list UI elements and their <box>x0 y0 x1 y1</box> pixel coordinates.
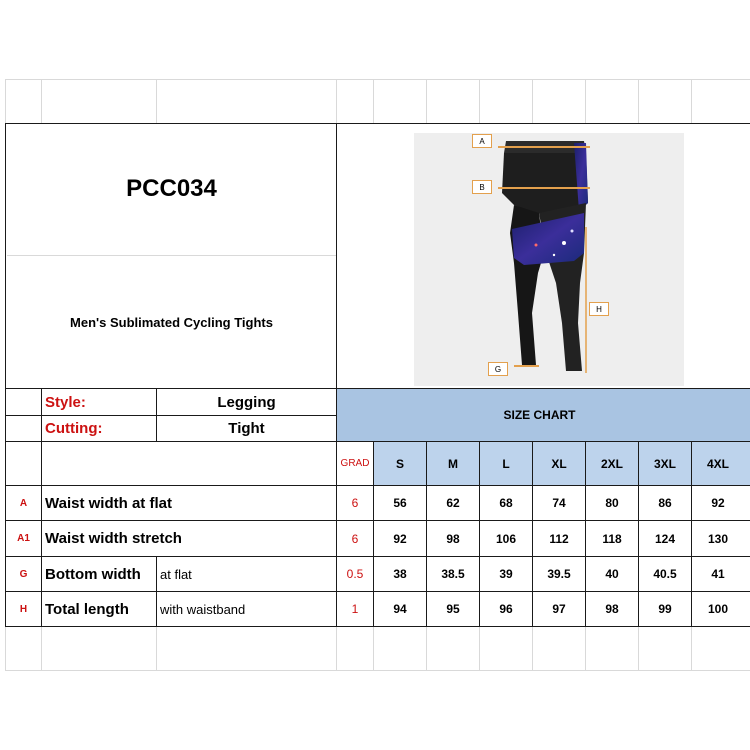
cell-value: 130 <box>707 531 729 546</box>
cell-value: 41 <box>711 567 725 581</box>
cell-value: 40.5 <box>653 567 677 581</box>
row-code: A <box>19 497 28 509</box>
measure-label-a: A <box>472 134 492 148</box>
size-header-2xl: 2XL <box>600 456 623 471</box>
cell-value: 106 <box>495 531 517 546</box>
size-header-s: S <box>395 456 404 471</box>
cell-value: 39 <box>499 567 513 581</box>
size-header-l: L <box>502 456 510 471</box>
cell-value: 68 <box>499 496 513 510</box>
cell-value: 74 <box>552 496 566 510</box>
style-label: Style: <box>45 393 86 411</box>
grad-header: GRAD <box>340 458 370 469</box>
product-image <box>414 133 684 386</box>
cell-value: 118 <box>602 531 622 546</box>
cell-value: 56 <box>393 496 407 510</box>
row-grad: 6 <box>351 531 359 546</box>
measure-label-b: B <box>472 180 492 194</box>
row-grad: 1 <box>351 602 359 616</box>
cell-value: 86 <box>658 496 672 510</box>
row-grad: 0.5 <box>346 567 364 581</box>
measure-label-h: H <box>589 302 609 316</box>
cell-value: 96 <box>499 602 513 616</box>
cell-value: 112 <box>549 531 569 546</box>
row-grad: 6 <box>351 496 359 510</box>
row-note: with waistband <box>160 601 246 617</box>
cell-value: 97 <box>552 602 566 616</box>
cell-value: 124 <box>654 531 676 546</box>
size-chart-title: SIZE CHART <box>503 408 576 422</box>
cell-value: 62 <box>446 496 460 510</box>
cell-value: 100 <box>707 602 729 616</box>
row-name: Total length <box>45 600 129 618</box>
cell-value: 98 <box>605 602 619 616</box>
size-header-xl: XL <box>551 456 567 471</box>
cell-value: 95 <box>446 602 460 616</box>
style-value: Legging <box>217 393 276 411</box>
cell-value: 92 <box>393 531 407 546</box>
row-name: Waist width stretch <box>45 530 182 547</box>
cell-value: 94 <box>393 602 407 616</box>
cutting-value: Tight <box>228 420 265 437</box>
cell-value: 40 <box>605 567 619 581</box>
cutting-label: Cutting: <box>45 420 103 437</box>
cell-value: 80 <box>605 496 619 510</box>
product-code: PCC034 <box>126 175 217 202</box>
row-name: Bottom width <box>45 565 141 583</box>
cell-value: 92 <box>711 496 725 510</box>
product-name: Men's Sublimated Cycling Tights <box>70 314 273 330</box>
cell-value: 98 <box>446 531 460 546</box>
row-code: A1 <box>17 533 30 544</box>
cell-value: 99 <box>658 602 672 616</box>
measure-label-g: G <box>488 362 508 376</box>
size-header-4xl: 4XL <box>706 456 729 471</box>
row-name: Waist width at flat <box>45 494 172 512</box>
row-code: H <box>19 603 28 615</box>
cycling-tights-illustration <box>414 133 684 386</box>
cell-value: 38 <box>393 567 407 581</box>
size-header-3xl: 3XL <box>653 456 676 471</box>
row-note: at flat <box>160 566 192 582</box>
cell-value: 38.5 <box>441 567 465 581</box>
cell-value: 39.5 <box>547 567 571 581</box>
row-code: G <box>19 568 28 580</box>
size-header-m: M <box>448 456 458 471</box>
